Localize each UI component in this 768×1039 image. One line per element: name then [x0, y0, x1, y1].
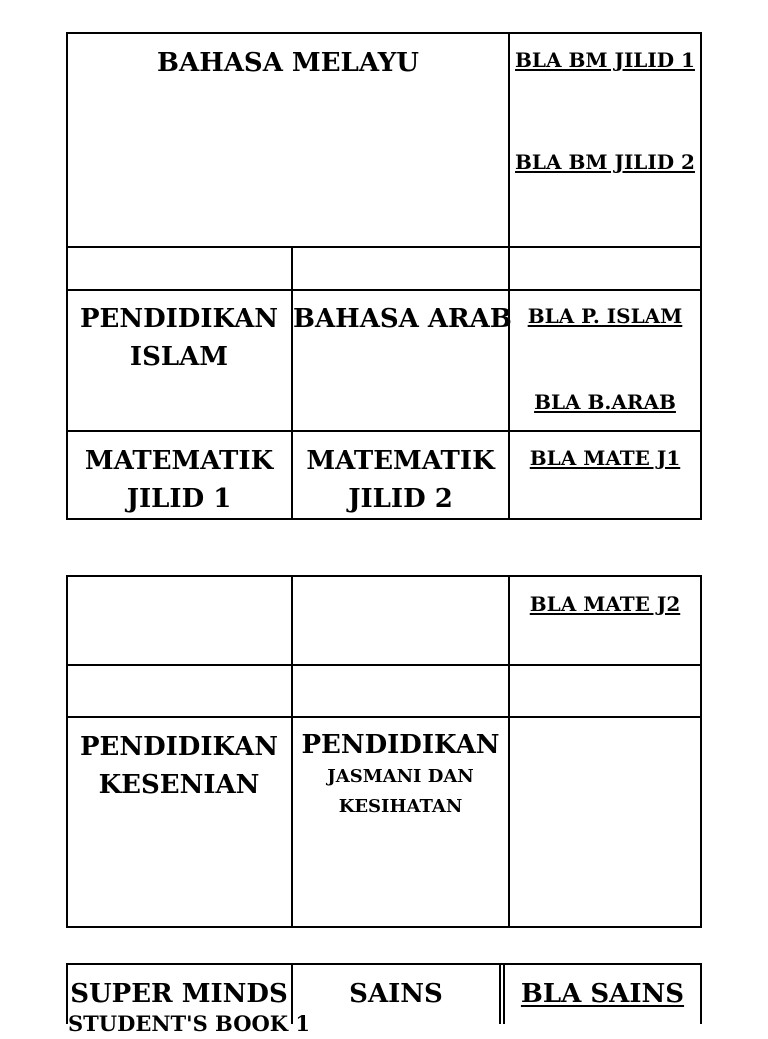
subject-pendidikan-kesenian-line1: PENDIDIKAN	[79, 732, 279, 762]
subject-pendidikan-islam-line2: ISLAM	[129, 342, 229, 372]
table-2-divider	[508, 576, 510, 927]
subject-super-minds-line2: STUDENT'S BOOK 1	[68, 1011, 310, 1036]
subject-bahasa-arab: BAHASA ARAB	[293, 304, 512, 334]
subject-matematik-jilid-2-line2: JILID 2	[348, 484, 453, 514]
subject-pendidikan-islam-line1: PENDIDIKAN	[79, 304, 279, 334]
subject-matematik-jilid-2-line1: MATEMATIK	[306, 446, 495, 476]
table-2-divider	[67, 664, 701, 666]
table-3-divider	[499, 964, 501, 1024]
subject-sains: SAINS	[349, 979, 443, 1009]
subject-pendidikan-jasmani-line2: JASMANI DAN	[327, 766, 474, 787]
table-2-divider	[67, 716, 701, 718]
subject-matematik-jilid-1-line1: MATEMATIK	[84, 446, 274, 476]
table-1-divider	[67, 289, 701, 291]
link-bla-bm-jilid-2[interactable]: BLA BM JILID 2	[515, 150, 695, 174]
link-bla-sains[interactable]: BLA SAINS	[520, 979, 685, 1009]
subject-pendidikan-jasmani-line1: PENDIDIKAN	[301, 730, 500, 760]
link-bla-mate-j1[interactable]: BLA MATE J1	[529, 446, 681, 470]
subject-pendidikan-jasmani-line3: KESIHATAN	[338, 796, 463, 817]
link-bla-bm-jilid-1[interactable]: BLA BM JILID 1	[515, 48, 695, 72]
link-bla-p-islam[interactable]: BLA P. ISLAM	[527, 304, 683, 328]
link-bla-b-arab[interactable]: BLA B.ARAB	[534, 390, 676, 414]
table-1-divider	[67, 246, 701, 248]
table-1-divider	[67, 430, 701, 432]
subject-bahasa-melayu: BAHASA MELAYU	[157, 48, 419, 78]
subject-matematik-jilid-1-line2: JILID 1	[126, 484, 232, 514]
subject-super-minds-line1: SUPER MINDS	[70, 979, 288, 1009]
link-bla-mate-j2[interactable]: BLA MATE J2	[529, 592, 681, 616]
subject-pendidikan-kesenian-line2: KESENIAN	[98, 770, 260, 800]
